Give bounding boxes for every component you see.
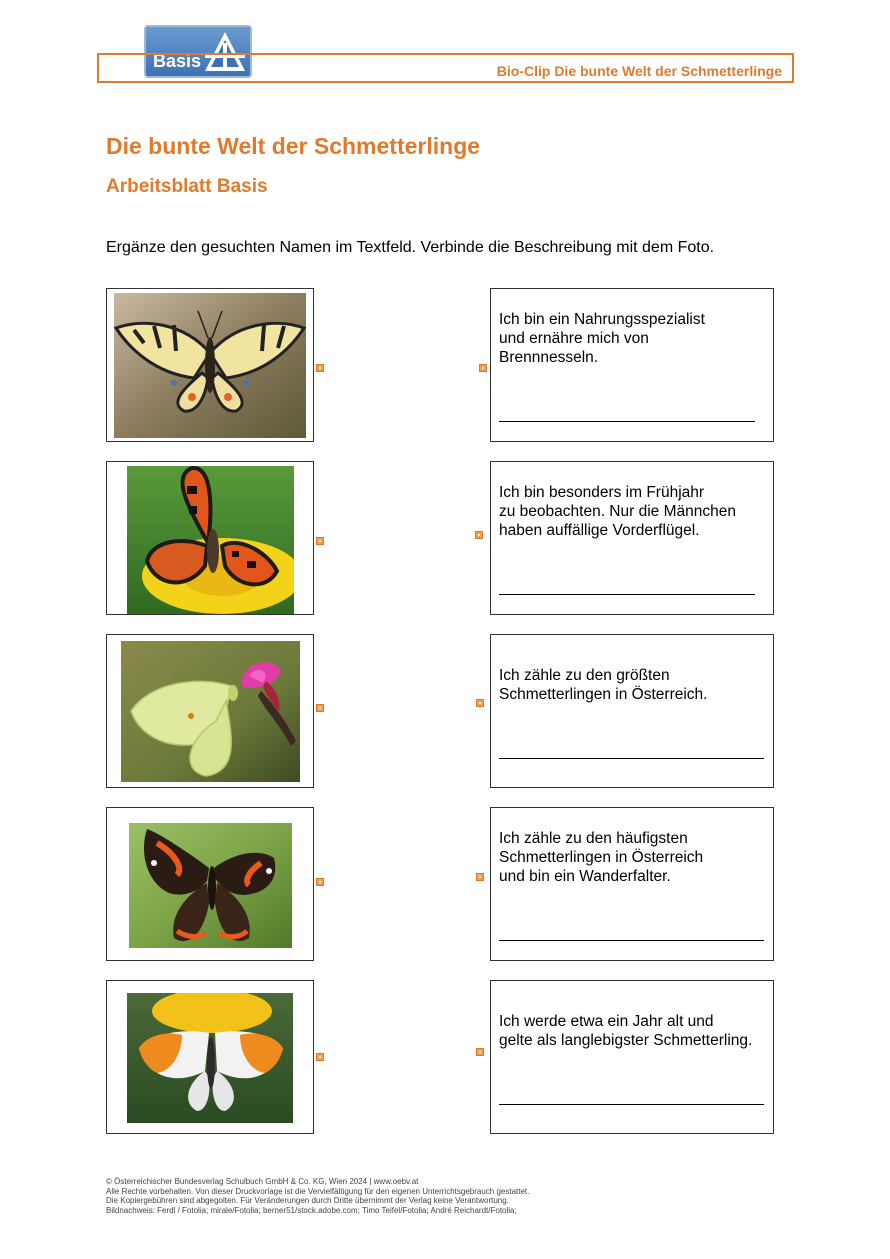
footer: [106, 1177, 806, 1215]
logo-text: Basis: [153, 51, 202, 71]
description-text-2: Ich bin besonders im Frühjahr zu beobachten. Nur die Männchen haben auffällige Vorderflügel.: [499, 484, 736, 539]
description-card-2: [490, 461, 774, 615]
connector-desc-3[interactable]: [476, 699, 484, 707]
photo-card-2: [106, 461, 314, 615]
connector-desc-4[interactable]: [476, 873, 484, 881]
connector-photo-2[interactable]: [316, 537, 324, 545]
connector-desc-1[interactable]: [479, 364, 487, 372]
connector-desc-2[interactable]: [475, 531, 483, 539]
brimstone-butterfly-photo: [121, 641, 300, 782]
photo-card-5: [106, 980, 314, 1134]
answer-field-3[interactable]: [499, 758, 764, 759]
connector-photo-1[interactable]: [316, 364, 324, 372]
photo-card-3: [106, 634, 314, 788]
footer-copyright: © Österreichischer Bundesverlag Schulbuch GmbH & Co. KG, Wien 2024 | www.oebv.at: [106, 1177, 419, 1186]
description-text-3: Ich zähle zu den größten Schmetterlingen in Österreich.: [499, 667, 708, 703]
small-tortoiseshell-butterfly-photo: [127, 466, 294, 614]
swallowtail-butterfly-photo: [114, 293, 306, 438]
description-card-3: [490, 634, 774, 788]
page-subtitle: Arbeitsblatt Basis: [106, 176, 268, 197]
header-title: Bio-Clip Die bunte Welt der Schmetterlinge: [496, 63, 782, 79]
answer-field-2[interactable]: [499, 594, 755, 595]
description-card-5: [490, 980, 774, 1134]
answer-field-5[interactable]: [499, 1104, 764, 1105]
header-bar: [97, 53, 794, 83]
connector-photo-5[interactable]: [316, 1053, 324, 1061]
footer-rights: Alle Rechte vorbehalten. Von dieser Druckvorlage ist die Vervielfältigung für den eigenen Unterrichtsgebrauch gestattet.: [106, 1186, 530, 1196]
red-admiral-butterfly-photo: [129, 823, 292, 948]
description-card-4: [490, 807, 774, 961]
footer-fees: Die Kopiergebühren sind abgegolten. Für Veränderungen durch Dritte übernimmt der Verlag keine Verantwortung.: [106, 1196, 509, 1205]
page-title: Die bunte Welt der Schmetterlinge: [106, 133, 481, 159]
footer-image-credits: Bildnachweis: Ferdl / Fotolia; mirale/Fotolia; berner51/stock.adobe.com; Timo Teifel/Fotolia; André Reichardt/Fotolia;: [106, 1205, 517, 1215]
orange-tip-butterfly-photo: [127, 993, 293, 1123]
answer-field-4[interactable]: [499, 940, 764, 941]
connector-desc-5[interactable]: [476, 1048, 484, 1056]
photo-card-1: [106, 288, 314, 442]
instruction-text: Ergänze den gesuchten Namen im Textfeld. Verbinde die Beschreibung mit dem Foto.: [106, 239, 715, 256]
description-text-5: Ich werde etwa ein Jahr alt und gelte als langlebigster Schmetterling.: [499, 1013, 753, 1049]
description-card-1: [490, 288, 774, 442]
description-text-4: Ich zähle zu den häufigsten Schmetterlingen in Österreich und bin ein Wanderfalter.: [499, 830, 704, 885]
description-text-1: Ich bin ein Nahrungsspezialist und ernähre mich von Brennnesseln.: [499, 311, 705, 366]
answer-field-1[interactable]: [499, 421, 755, 422]
photo-card-4: [106, 807, 314, 961]
connector-photo-3[interactable]: [316, 704, 324, 712]
connector-photo-4[interactable]: [316, 878, 324, 886]
